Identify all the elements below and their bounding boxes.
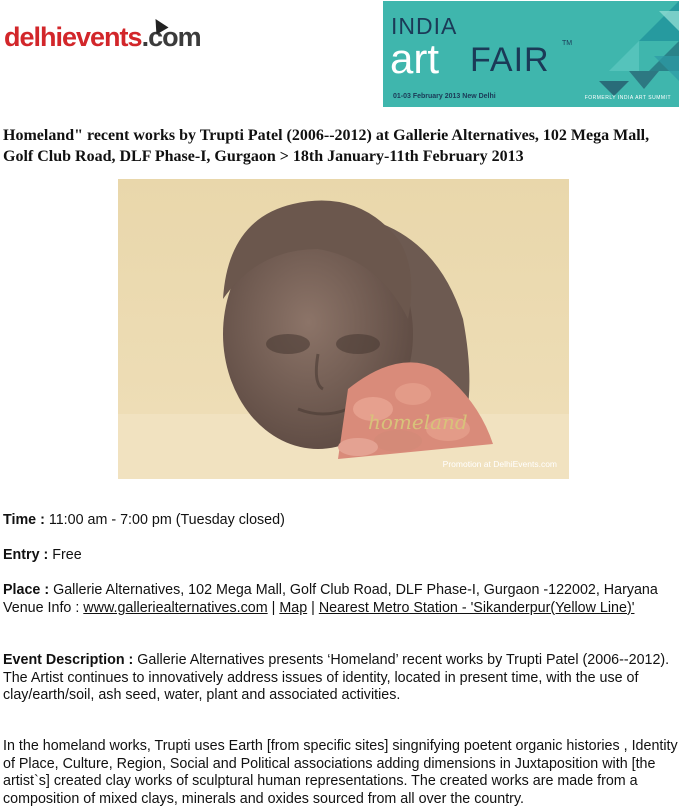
banner-india: INDIA bbox=[391, 13, 458, 39]
banner-formerly: FORMERLY INDIA ART SUMMIT bbox=[584, 95, 671, 101]
entry-info bbox=[3, 547, 683, 565]
site-logo[interactable] bbox=[4, 10, 234, 60]
banner-fair: FAIR bbox=[470, 41, 550, 79]
entry-value: Free bbox=[48, 547, 82, 563]
photo-credit: Promotion at DelhiEvents.com bbox=[442, 459, 557, 469]
triangle-pattern-icon bbox=[569, 1, 679, 107]
description-label: Event Description : bbox=[3, 652, 134, 668]
description-paragraph-2: In the homeland works, Trupti uses Earth [from specific sites] singnifying poetent organic histories , Identity of Place, Culture, Region, Social and Political associations adding dimensions in Juxtaposition with [the artist`s] created clay works of sculptural human representations. The created works are made from a composition of mixed clays, minerals and oxides sourced from all over the country. bbox=[3, 738, 678, 807]
time-value: 11:00 am - 7:00 pm (Tuesday closed) bbox=[44, 512, 285, 528]
place-info bbox=[3, 582, 683, 617]
time-label: Time : bbox=[3, 512, 45, 528]
logo-text-domain: .com bbox=[141, 22, 201, 52]
venue-website-link[interactable]: www.galleriealternatives.com bbox=[83, 599, 268, 616]
banner-trademark: TM bbox=[562, 40, 573, 47]
sculpture-image bbox=[118, 179, 569, 479]
sculpture-text: homeland bbox=[368, 410, 468, 434]
banner-art: art bbox=[390, 35, 440, 82]
separator: | bbox=[267, 599, 280, 616]
logo-text-primary: delhievents bbox=[4, 22, 142, 52]
art-fair-banner[interactable] bbox=[383, 1, 679, 107]
map-link[interactable]: Map bbox=[279, 599, 308, 616]
venue-info-label: Venue Info : bbox=[3, 599, 84, 616]
place-label: Place : bbox=[3, 582, 50, 598]
place-value: Gallerie Alternatives, 102 Mega Mall, Golf Club Road, DLF Phase-I, Gurgaon -122002, Haryana bbox=[49, 582, 658, 598]
metro-station-link[interactable]: Nearest Metro Station - 'Sikanderpur(Yellow Line)' bbox=[318, 599, 635, 616]
event-description bbox=[3, 652, 683, 705]
time-info bbox=[3, 512, 683, 530]
description-paragraph-1: The Artist continues to innovatively address issues of identity, located in present time, with the use of clay/earth/soil, ash seed, water, plant and associated activities. bbox=[3, 669, 639, 703]
entry-label: Entry : bbox=[3, 547, 49, 563]
separator: | bbox=[307, 599, 319, 616]
page-title: Homeland" recent works by Trupti Patel (2006--2012) at Gallerie Alternatives, 102 Mega Mall, Golf Club Road, DLF Phase-I, Gurgaon > 18th January-11th February 2013 bbox=[3, 127, 650, 165]
banner-dates: 01-03 February 2013 New Delhi bbox=[393, 93, 496, 100]
description-intro: Gallerie Alternatives presents ‘Homeland’ recent works by Trupti Patel (2006--2012). bbox=[133, 652, 670, 668]
logo-wordmark bbox=[4, 22, 201, 53]
event-photo bbox=[118, 179, 569, 479]
